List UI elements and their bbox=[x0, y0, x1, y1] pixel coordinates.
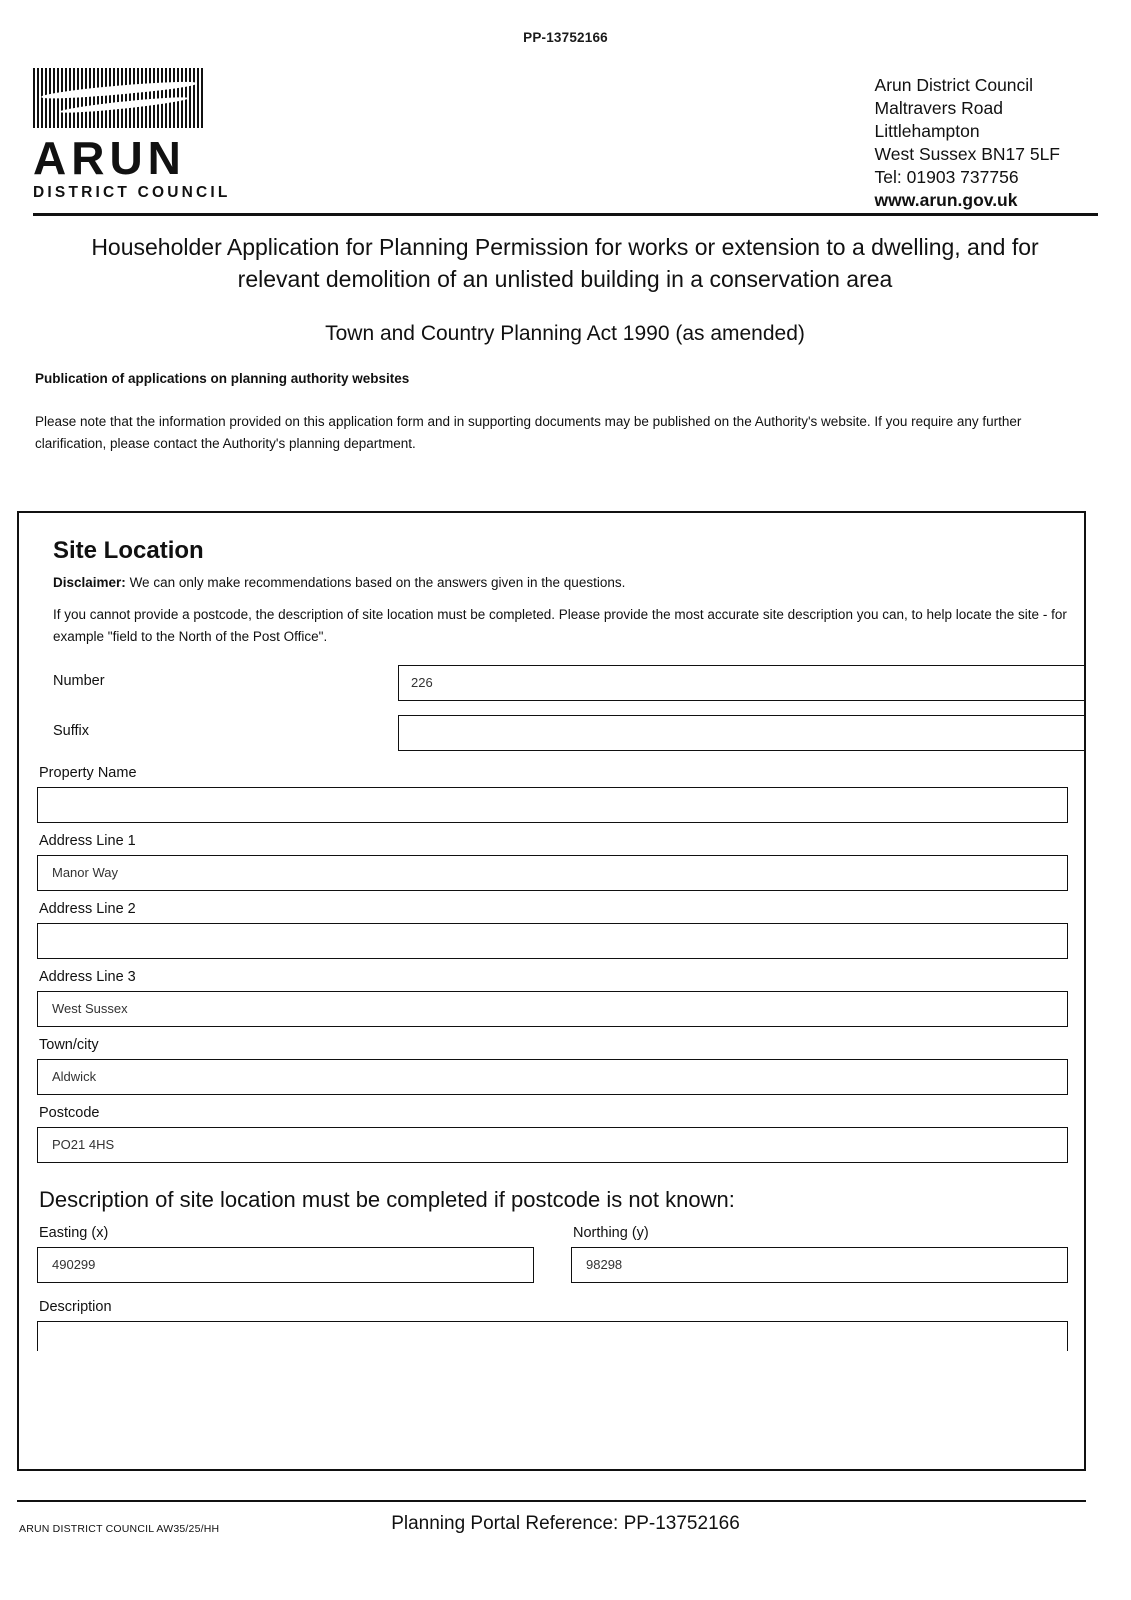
postcode-input[interactable]: PO21 4HS bbox=[37, 1127, 1068, 1163]
logo-wordmark: ARUN bbox=[33, 132, 186, 184]
address-line-2-label: Address Line 2 bbox=[39, 900, 136, 917]
header-divider bbox=[33, 213, 1098, 216]
postcode-label: Postcode bbox=[39, 1104, 100, 1121]
town-city-label: Town/city bbox=[39, 1036, 99, 1053]
field-address-line-3 bbox=[37, 969, 1068, 1027]
postcode-hint: If you cannot provide a postcode, the description of site location must be completed. Please provide the most accurate site description you can, to help locate the site - for example "field to the North of the Post Office". bbox=[53, 607, 1067, 645]
property-name-label: Property Name bbox=[39, 764, 137, 781]
address-line-3-label: Address Line 3 bbox=[39, 968, 136, 985]
description-label: Description bbox=[39, 1298, 112, 1315]
field-address-line-2 bbox=[37, 901, 1068, 959]
publication-heading: Publication of applications on planning authority websites bbox=[35, 371, 410, 386]
authority-address bbox=[875, 74, 1060, 213]
document-reference: PP-13752166 bbox=[523, 30, 608, 45]
suffix-label: Suffix bbox=[53, 722, 90, 739]
number-label: Number bbox=[53, 672, 105, 689]
address-line-1-label: Address Line 1 bbox=[39, 832, 136, 849]
field-easting bbox=[37, 1225, 534, 1283]
disclaimer-text: We can only make recommendations based on the answers given in the questions. bbox=[129, 575, 626, 590]
address-line: Arun District Council bbox=[874, 75, 1034, 95]
address-line-3-input[interactable]: West Sussex bbox=[37, 991, 1068, 1027]
field-postcode bbox=[37, 1105, 1068, 1163]
description-input[interactable] bbox=[37, 1321, 1068, 1351]
disclaimer bbox=[53, 575, 1068, 590]
town-city-input[interactable]: Aldwick bbox=[37, 1059, 1068, 1095]
field-row-number bbox=[53, 665, 1068, 703]
disclaimer-label: Disclaimer: bbox=[53, 575, 126, 590]
field-town-city bbox=[37, 1037, 1068, 1095]
field-northing bbox=[571, 1225, 1068, 1283]
authority-website: www.arun.gov.uk bbox=[874, 190, 1018, 211]
northing-input[interactable]: 98298 bbox=[571, 1247, 1068, 1283]
suffix-input[interactable] bbox=[398, 715, 1085, 751]
easting-input[interactable]: 490299 bbox=[37, 1247, 534, 1283]
number-input[interactable]: 226 bbox=[398, 665, 1085, 701]
site-location-section bbox=[17, 511, 1086, 1471]
page-title: Householder Application for Planning Permission for works or extension to a dwelling, and for relevant demolition of an unlisted building in a conservation area bbox=[91, 234, 1039, 292]
address-line: West Sussex BN17 5LF bbox=[874, 144, 1060, 165]
address-line-1-input[interactable]: Manor Way bbox=[37, 855, 1068, 891]
address-line-2-input[interactable] bbox=[37, 923, 1068, 959]
publication-body: Please note that the information provided on this application form and in supporting documents may be published on the Authority's website. If you require any further clarification, please contact the Authority's planning department. bbox=[35, 414, 1022, 452]
easting-label: Easting (x) bbox=[39, 1224, 109, 1241]
address-line: Littlehampton bbox=[874, 121, 980, 142]
arun-logo bbox=[33, 68, 363, 202]
address-line: Maltravers Road bbox=[874, 98, 1003, 119]
field-row-suffix bbox=[53, 715, 1068, 753]
footer-reference-left: ARUN DISTRICT COUNCIL AW35/25/HH bbox=[19, 1523, 220, 1535]
description-heading: Description of site location must be completed if postcode is not known: bbox=[39, 1186, 735, 1212]
coordinates-row bbox=[37, 1225, 1068, 1291]
logo-subtitle: DISTRICT COUNCIL bbox=[33, 184, 231, 202]
field-address-line-1 bbox=[37, 833, 1068, 891]
legislation-subtitle: Town and Country Planning Act 1990 (as amended) bbox=[325, 322, 805, 345]
footer-divider bbox=[17, 1500, 1086, 1502]
section-title: Site Location bbox=[53, 537, 204, 564]
arun-wave-logo-icon bbox=[33, 68, 203, 128]
footer-portal-reference: Planning Portal Reference: PP-13752166 bbox=[391, 1513, 740, 1534]
address-line: Tel: 01903 737756 bbox=[874, 167, 1019, 188]
document-header bbox=[33, 68, 1098, 218]
property-name-input[interactable] bbox=[37, 787, 1068, 823]
northing-label: Northing (y) bbox=[573, 1224, 649, 1241]
field-property-name bbox=[37, 765, 1068, 823]
